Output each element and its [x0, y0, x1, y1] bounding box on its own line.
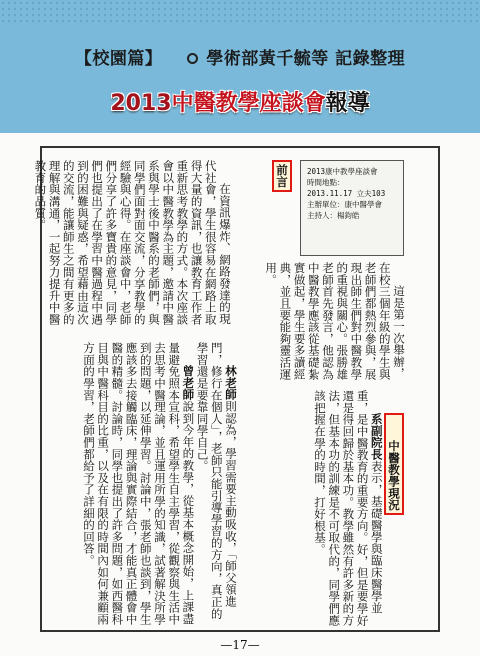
teacher-label: 林老師 [224, 365, 238, 401]
section2-text: 這是第一次舉辦，在校三個年級的學生與老師們都熱烈參與，展現出師生們對中醫教學的重視與關心。張勝雄老師首先發言，他認為中醫教學應該從基礎紮實做起，學生要多讀經典，並且要能夠靈活運用。 [264, 262, 406, 380]
event-info-box [300, 160, 404, 256]
info-line: 2013康中教學座談會 [307, 167, 378, 176]
teachers-column [48, 342, 238, 626]
info-line: 2013.11.17 立夫103 [307, 189, 386, 198]
dean-text: 表示，基礎醫學與臨床醫學並重，是中醫教育的重要方向。好，但是要學好還是得回歸於基本功。教學雖然有許多新的方法，但基本功的訓練是不可取代的，同學們應該把握在學的時間，打好根基。 [312, 390, 384, 626]
section-tag: 【校園篇】 [74, 49, 163, 69]
dot-pattern-decoration [0, 0, 480, 24]
header-banner [0, 0, 480, 133]
title-suffix: 報導 [325, 91, 370, 116]
info-line: 時間地點： [307, 178, 345, 187]
article-title [0, 86, 480, 117]
info-line: 主辦單位：康中醫學會 [307, 200, 382, 209]
byline [40, 44, 440, 69]
byline-authors: 學術部黃千毓等 記錄整理 [206, 49, 406, 69]
dean-column [244, 390, 406, 626]
title-year: 2013 [110, 91, 172, 116]
preface-text-column [33, 160, 232, 336]
info-line: 主持人：楊鈞皓 [307, 211, 360, 220]
section2-heading: 中醫教學現況 [384, 413, 404, 515]
preface-heading: 前言 [272, 160, 292, 192]
dean-label: 系副院長 [369, 413, 384, 461]
bullet-icon [187, 53, 198, 64]
section2-column [226, 262, 406, 382]
title-main: 中醫教學座談會 [171, 91, 326, 116]
teacher-text: 則認為，學習需要主動吸收，「師父領進門，修行在個人」，老師只能引導學習的方向，真正的學習還是要靠同學自己。 [195, 342, 238, 620]
teacher2-label: 曾老師 [181, 365, 196, 401]
preface-text: 在資訊爆炸、網路發達的現代社會，學生很容易在網路上取得大量的資訊，也讓教育工作者重新思考教學的方式。本次座談會以中醫教學為主題，邀請中醫系與學士後中醫系的老師們，與同學們面對面交流，分享教學的經驗與心得。在座談會中，老師們分享了許多寶貴的意見，同學們也提出了在學習中醫過程中遇到的困難與疑惑，希望藉由這次的交流，能讓師生之間有更多的理解與溝通，一起努力提升中醫教育的品質。 [33, 160, 232, 326]
page-number: —17— [220, 638, 260, 652]
teacher2-text: 說到今年的教學，從基本概念開始，上課盡量避免照本宣科，希望學生自主學習，從觀察與生活中去思考中醫理論，並且運用所學的知識，試著解決所學到的問題，以延伸學習。討論中，張老師也談到，學生應該多去接觸臨床，理論與實際結合，才能真正體會中醫的精髓。討論時，同學也提出了許多問題，如西醫科目與中醫科目的比重，以及在有限的時間內如何兼顧兩方面的學習，老師們都給予了詳細的回答。 [81, 342, 196, 626]
